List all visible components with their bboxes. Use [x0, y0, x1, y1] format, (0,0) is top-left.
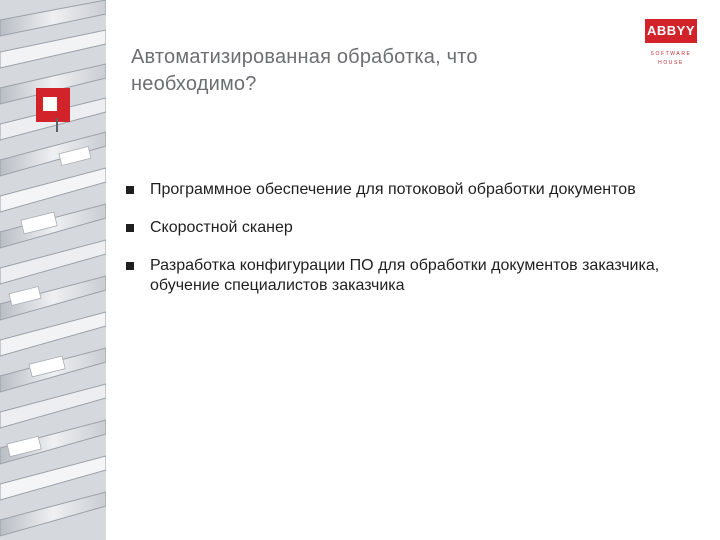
bullet-item: [126, 256, 696, 296]
bullet-text: Скоростной сканер: [150, 219, 293, 236]
bullet-list: [126, 180, 696, 296]
square-bullet-icon: [126, 224, 134, 232]
square-bullet-icon: [126, 186, 134, 194]
abbyy-logo: [645, 19, 697, 72]
logo-subline-2: HOUSE: [658, 60, 684, 66]
slide-title: Автоматизированная обработка, что необходимо?: [131, 46, 478, 95]
bullet-text: Разработка конфигурации ПО для обработки документов заказчика, обучение специалистов заказчика: [150, 257, 660, 294]
bullet-item: [126, 218, 696, 238]
file-folders-photo: [0, 0, 106, 540]
bullet-text: Программное обеспечение для потоковой обработки документов: [150, 181, 636, 198]
square-bullet-icon: [126, 262, 134, 270]
logo-wordmark: ABBYY: [645, 19, 697, 43]
red-square-marker-icon: [36, 88, 70, 122]
logo-subline-1: SOFTWARE: [650, 51, 692, 57]
bullet-item: [126, 180, 696, 200]
